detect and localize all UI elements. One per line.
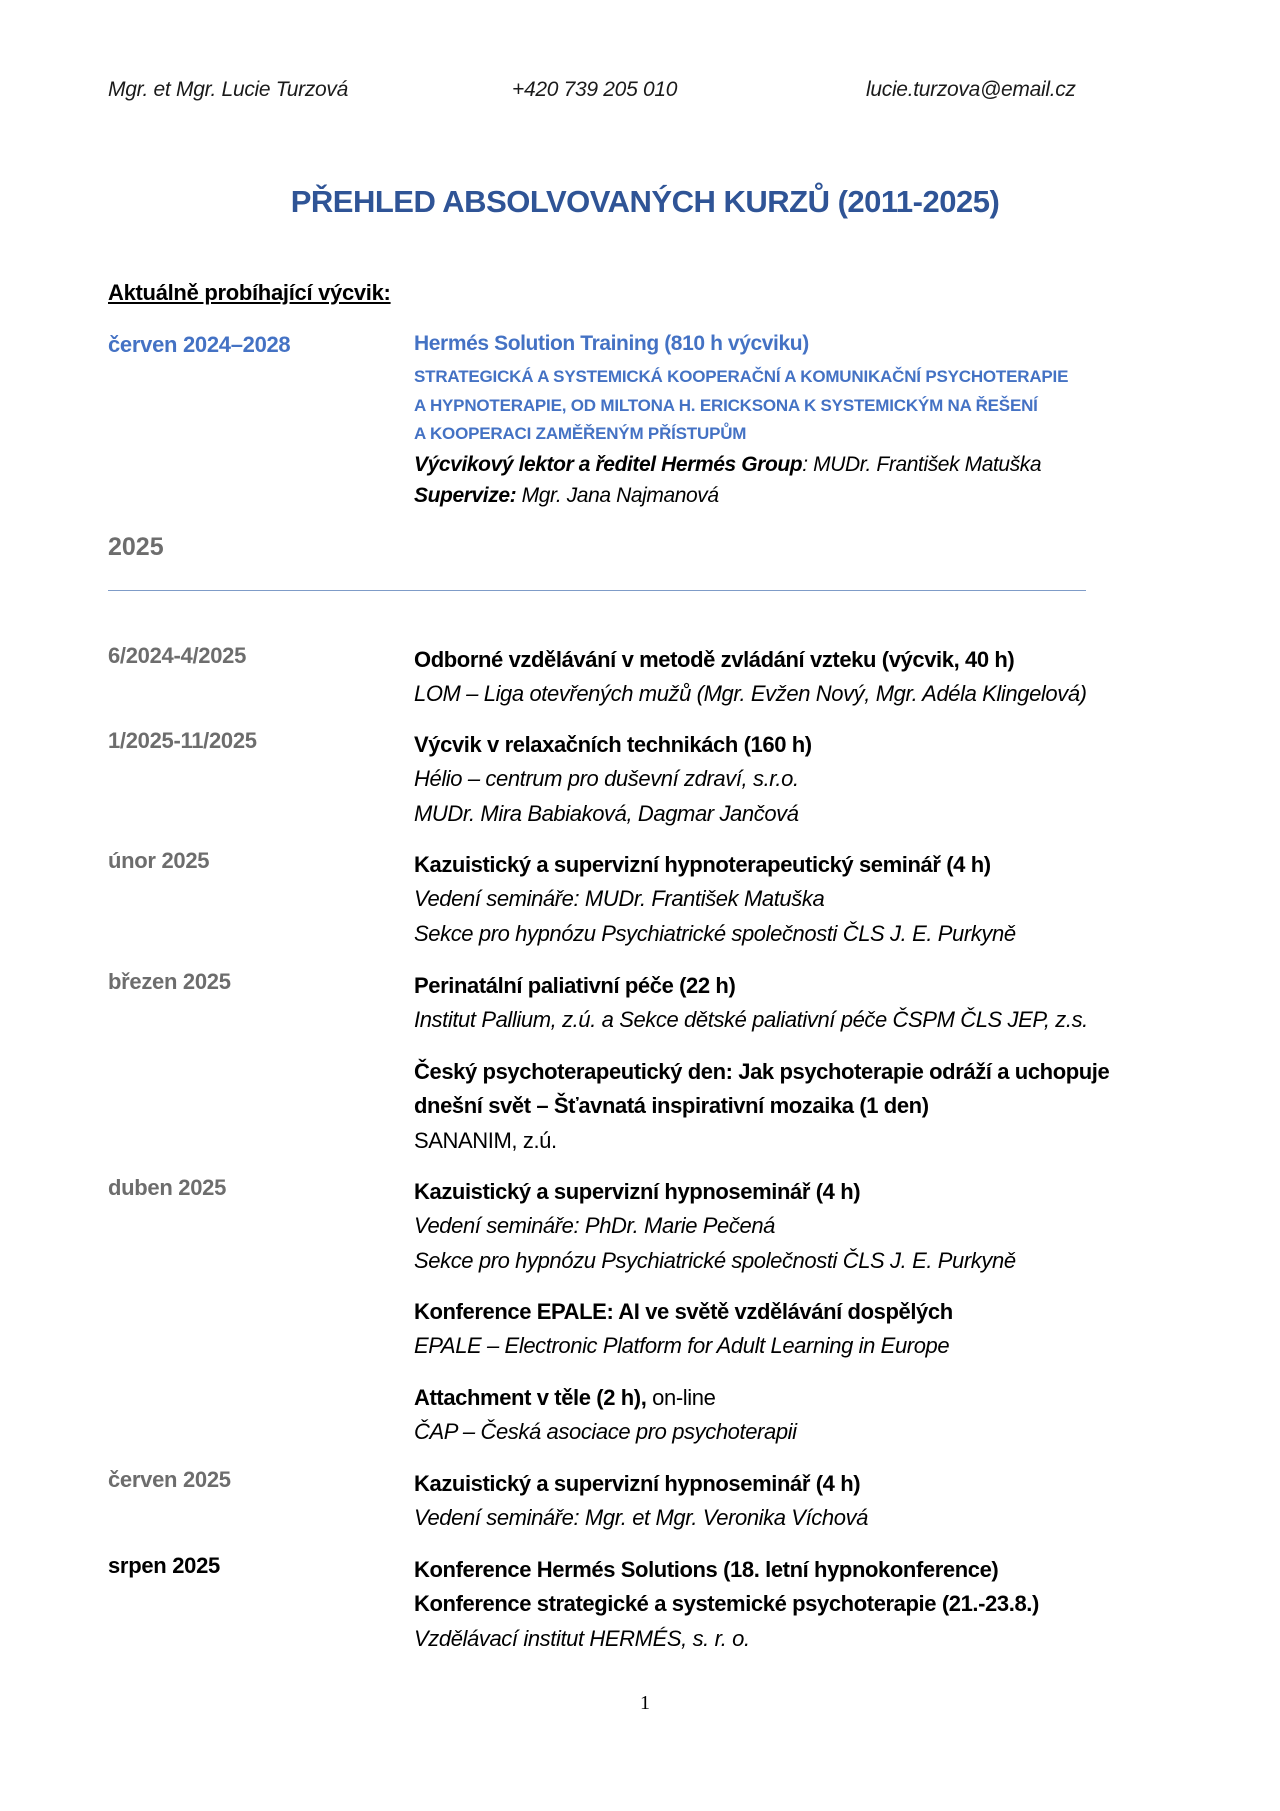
course-entry (414, 1467, 868, 1536)
header-phone: +420 739 205 010 (512, 78, 678, 101)
course-entry (414, 728, 812, 831)
entry-date: 6/2024-4/2025 (108, 643, 247, 668)
course-format: on-line (646, 1385, 716, 1410)
entry-date: 1/2025-11/2025 (108, 728, 257, 753)
course-detail: Sekce pro hypnózu Psychiatrické společnosti ČLS J. E. Purkyně (414, 1247, 1016, 1273)
course-title: dnešní svět – Šťavnatá inspirativní mozaika (1 den) (414, 1093, 929, 1119)
lector-label: Výcvikový lektor a ředitel Hermés Group (414, 452, 803, 476)
course-entry (414, 1553, 1039, 1656)
entry-date: březen 2025 (108, 969, 231, 994)
current-training-subtitle-line: STRATEGICKÁ A SYSTEMICKÁ KOOPERAČNÍ A KOMUNIKAČNÍ PSYCHOTERAPIE (414, 367, 1069, 386)
course-title: Český psychoterapeutický den: Jak psychoterapie odráží a uchopuje (414, 1059, 1110, 1084)
entry-date: srpen 2025 (108, 1553, 220, 1578)
course-entry (414, 969, 1088, 1038)
current-training-subtitle-line: A KOOPERACI ZAMĚŘENÝM PŘÍSTUPŮM (414, 424, 747, 443)
course-title: Kazuistický a supervizní hypnoseminář (4 h) (414, 1179, 861, 1204)
course-title: Kazuistický a supervizní hypnoseminář (4 h) (414, 1471, 861, 1496)
course-entry (414, 1055, 1109, 1158)
course-title: Konference EPALE: AI ve světě vzdělávání dospělých (414, 1299, 953, 1324)
current-training-date: červen 2024–2028 (108, 332, 291, 357)
course-entry (414, 1381, 797, 1450)
course-detail: Vedení semináře: MUDr. František Matuška (414, 886, 825, 912)
course-detail: Vedení semináře: Mgr. et Mgr. Veronika Víchová (414, 1505, 868, 1531)
course-detail: MUDr. Mira Babiaková, Dagmar Jančová (414, 800, 799, 826)
course-detail: Institut Pallium, z.ú. a Sekce dětské paliativní péče ČSPM ČLS JEP, z.s. (414, 1007, 1088, 1033)
course-title: Attachment v těle (2 h), (414, 1385, 647, 1410)
header-email[interactable]: lucie.turzova@email.cz (866, 78, 1076, 101)
supervision-label: Supervize: (414, 483, 517, 507)
course-detail: ČAP – Česká asociace pro psychoterapii (414, 1419, 797, 1445)
course-entry (414, 1175, 1016, 1278)
current-training-lector (414, 449, 1068, 480)
page-title: PŘEHLED ABSOLVOVANÝCH KURZŮ (2011-2025) (290, 184, 1000, 219)
course-title-row (414, 1381, 797, 1415)
course-entry (414, 848, 1016, 951)
course-title: Kazuistický a supervizní hypnoterapeutický seminář (4 h) (414, 852, 991, 877)
course-title: Odborné vzdělávání v metodě zvládání vzteku (výcvik, 40 h) (414, 647, 1015, 672)
current-training-supervision (414, 480, 1068, 511)
course-title: Konference Hermés Solutions (18. letní hypnokonference) (414, 1557, 999, 1582)
course-detail: SANANIM, z.ú. (414, 1127, 557, 1153)
current-training-name: Hermés Solution Training (810 h výcviku) (414, 332, 809, 355)
course-entry (414, 643, 1087, 712)
entry-date: duben 2025 (108, 1175, 227, 1200)
current-training-entry (414, 332, 1068, 511)
entry-date: červen 2025 (108, 1467, 231, 1492)
course-detail: Sekce pro hypnózu Psychiatrické společnosti ČLS J. E. Purkyně (414, 920, 1016, 946)
course-detail: EPALE – Electronic Platform for Adult Learning in Europe (414, 1333, 950, 1359)
year-heading: 2025 (108, 533, 164, 561)
course-entry (414, 1295, 953, 1364)
course-title: Výcvik v relaxačních technikách (160 h) (414, 732, 812, 757)
course-detail: Vedení semináře: PhDr. Marie Pečená (414, 1213, 775, 1239)
current-training-heading: Aktuálně probíhající výcvik: (108, 280, 391, 305)
course-title: Perinatální paliativní péče (22 h) (414, 973, 736, 998)
section-divider (108, 590, 1086, 591)
header-name: Mgr. et Mgr. Lucie Turzová (108, 78, 348, 101)
page-number: 1 (640, 1692, 650, 1714)
entry-date: únor 2025 (108, 848, 210, 873)
course-detail: LOM – Liga otevřených mužů (Mgr. Evžen Nový, Mgr. Adéla Klingelová) (414, 681, 1087, 707)
course-detail: Vzdělávací institut HERMÉS, s. r. o. (414, 1625, 750, 1651)
lector-value: : MUDr. František Matuška (802, 452, 1042, 476)
current-training-subtitle-line: A HYPNOTERAPIE, OD MILTONA H. ERICKSONA K SYSTEMICKÝM NA ŘEŠENÍ (414, 395, 1038, 415)
course-title: Konference strategické a systemické psychoterapie (21.-23.8.) (414, 1591, 1039, 1617)
course-detail: Hélio – centrum pro duševní zdraví, s.r.o. (414, 766, 799, 792)
supervision-value: Mgr. Jana Najmanová (516, 483, 719, 507)
